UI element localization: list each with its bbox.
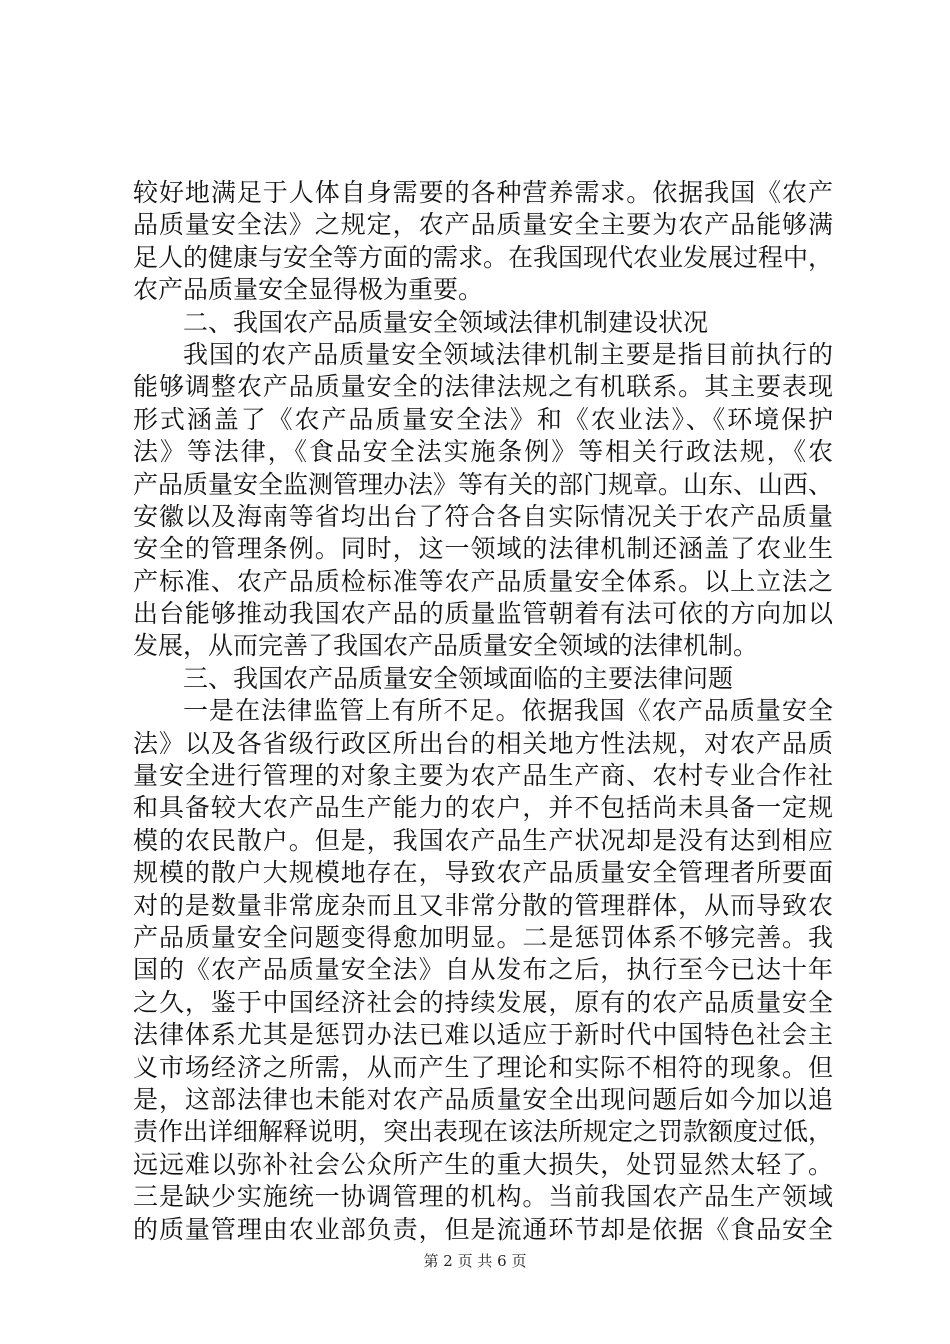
page-footer: 第 2 页 共 6 页	[423, 1252, 527, 1270]
body-text-line: 较好地满足于人体自身需要的各种营养需求。依据我国《农产	[133, 178, 833, 207]
body-text-line: 出台能够推动我国农产品的质量监管朝着有法可依的方向加以	[133, 599, 833, 629]
body-text-line: 发展，从而完善了我国农产品质量安全领域的法律机制。	[133, 631, 759, 661]
body-text-line: 三是缺少实施统一协调管理的机构。当前我国农产品生产领域	[133, 1182, 833, 1212]
section-heading: 三、我国农产品质量安全领域面临的主要法律问题	[183, 663, 734, 693]
body-text-line: 量安全进行管理的对象主要为农产品生产商、农村专业合作社	[133, 761, 833, 791]
body-text-line: 安全的管理条例。同时，这一领域的法律机制还涵盖了农业生	[133, 534, 833, 564]
section-heading: 二、我国农产品质量安全领域法律机制建设状况	[183, 307, 709, 337]
body-text-line: 产标准、农产品质检标准等农产品质量安全体系。以上立法之	[133, 566, 833, 596]
body-text-line: 法》以及各省级行政区所出台的相关地方性法规，对农产品质	[133, 728, 833, 758]
body-text-line: 我国的农产品质量安全领域法律机制主要是指目前执行的	[183, 339, 833, 369]
body-text-line: 国的《农产品质量安全法》自从发布之后，执行至今已达十年	[133, 955, 833, 985]
body-text-line: 农产品质量安全显得极为重要。	[133, 275, 484, 305]
body-text-line: 远远难以弥补社会公众所产生的重大损失，处罚显然太轻了。	[133, 1149, 833, 1179]
body-text-line: 和具备较大农产品生产能力的农户，并不包括尚未具备一定规	[133, 793, 833, 823]
body-text-line: 足人的健康与安全等方面的需求。在我国现代农业发展过程中，	[133, 242, 834, 272]
body-text-line: 的质量管理由农业部负责，但是流通环节却是依据《食品安全	[133, 1214, 833, 1244]
body-text-line: 形式涵盖了《农产品质量安全法》和《农业法》、《环境保护	[133, 404, 833, 434]
body-text-line: 产品质量安全问题变得愈加明显。二是惩罚体系不够完善。我	[133, 922, 833, 952]
body-text-line: 法律体系尤其是惩罚办法已难以适应于新时代中国特色社会主	[133, 1020, 833, 1050]
body-text-line: 责作出详细解释说明，突出表现在该法所规定之罚款额度过低，	[133, 1117, 834, 1147]
body-text-line: 产品质量安全监测管理办法》等有关的部门规章。山东、山西、	[133, 469, 834, 499]
body-text-line: 对的是数量非常庞杂而且又非常分散的管理群体，从而导致农	[133, 890, 833, 920]
body-text-line: 安徽以及海南等省均出台了符合各自实际情况关于农产品质量	[133, 501, 833, 531]
body-text-line: 一是在法律监管上有所不足。依据我国《农产品质量安全	[183, 696, 833, 726]
document-body	[133, 177, 833, 1246]
body-text-line: 法》等法律，《食品安全法实施条例》等相关行政法规，《农	[133, 437, 833, 467]
body-text-line: 模的农民散户。但是，我国农产品生产状况却是没有达到相应	[133, 825, 833, 855]
body-text-line: 义市场经济之所需，从而产生了理论和实际不相符的现象。但	[133, 1052, 833, 1082]
body-text-line: 能够调整农产品质量安全的法律法规之有机联系。其主要表现	[133, 372, 833, 402]
body-text-line: 是，这部法律也未能对农产品质量安全出现问题后如今加以追	[133, 1084, 833, 1114]
body-text-line: 之久，鉴于中国经济社会的持续发展，原有的农产品质量安全	[133, 987, 833, 1017]
body-text-line: 品质量安全法》之规定，农产品质量安全主要为农产品能够满	[133, 210, 833, 240]
body-text-line: 规模的散户大规模地存在，导致农产品质量安全管理者所要面	[133, 858, 833, 888]
